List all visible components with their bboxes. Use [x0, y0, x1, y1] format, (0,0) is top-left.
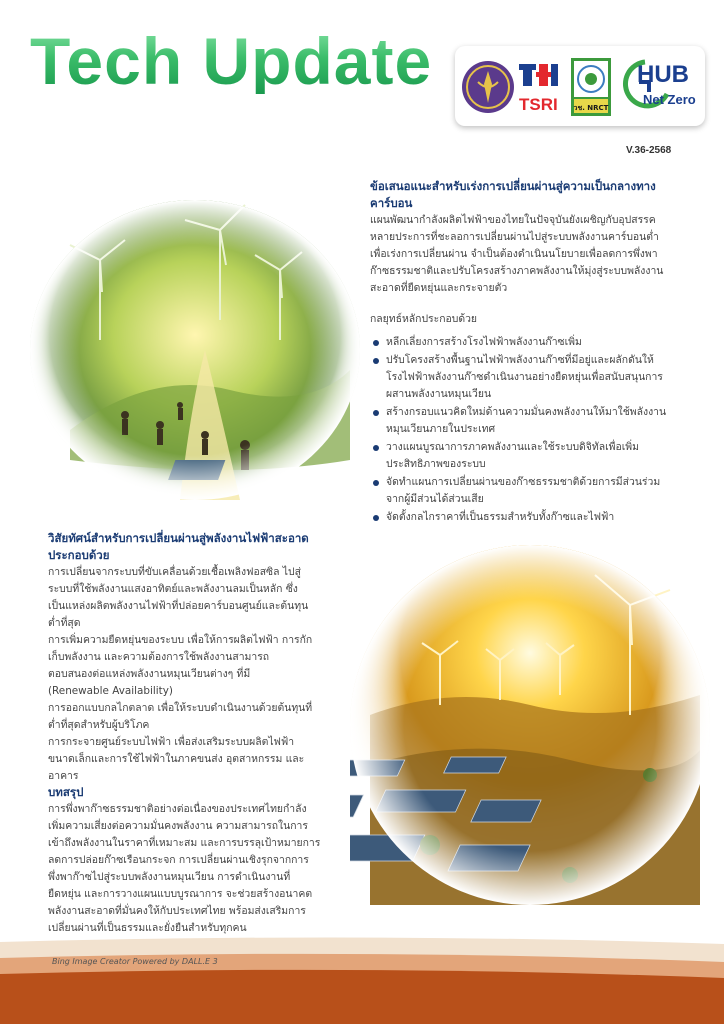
section-heading: ข้อเสนอแนะสำหรับเร่งการเปลี่ยนผ่านสู่ความเป็นกลางทาง คาร์บอน [370, 179, 656, 210]
list-item: หลีกเลี่ยงการสร้างโรงไฟฟ้าพลังงานก๊าซเพิ่ม [370, 334, 700, 351]
image-credit: Bing Image Creator Powered by DALL.E 3 [52, 957, 218, 966]
section-carbon-neutral [370, 178, 700, 527]
intro-paragraph: แผนพัฒนากำลังผลิตไฟฟ้าของไทยในปัจจุบันยังเผชิญกับอุปสรรค หลายประการที่ชะลอการเปลี่ยนผ่านไปสู่ระบบพลังงานคาร์บอนต่ำ เพื่อเร่งการเปลี่ยนผ่าน จำเป็นต้องดำเนินนโยบายเพื่อลดการพึ่งพา ก๊าซธรรมชาติและปรับโครงสร้างภาคพลังงานให้มุ่งสู่ระบบพลังงาน สะอาดที่ยืดหยุ่นและกระจายตัว [370, 214, 664, 294]
illustration-solar-farm-wind-turbines-sunset [350, 545, 710, 905]
net-zero-label: Net Zero [643, 92, 696, 107]
nrct-logo [571, 58, 611, 116]
section-vision [48, 530, 348, 785]
list-item: สร้างกรอบแนวคิดใหม่ด้านความมั่นคงพลังงานให้มาใช้พลังงาน หมุนเวียนภายในประเทศ [370, 404, 700, 438]
section-heading: บทสรุป [48, 785, 84, 799]
list-item: ปรับโครงสร้างพื้นฐานไฟฟ้าพลังงานก๊าซที่มีอยู่และผลักดันให้ โรงไฟฟ้าพลังงานก๊าซดำเนินงานอย่างยืดหยุ่นเพื่อสนับสนุนการ ผสานพลังงานหมุนเวียน [370, 352, 700, 403]
vision-paragraph: การเปลี่ยนจากระบบที่ขับเคลื่อนด้วยเชื้อเพลิงฟอสซิล ไปสู่ ระบบที่ใช้พลังงานแสงอาทิตย์และพลังงานลมเป็นหลัก ซึ่ง เป็นแหล่งผลิตพลังงานไฟฟ้าที่ปล่อยคาร์บอนศูนย์และต้นทุน ต่ำที่สุด การเพิ่มความยืดหยุ่นของระบบ เพื่อให้การผลิตไฟฟ้า การกัก เก็บพลังงาน และความต้องการใช้พลังงานสามารถ ตอบสนองต่อแหล่งพลังงานหมุนเวียนต่างๆ ที่มี (Renewable Availability) การออกแบบกลไกตลาด เพื่อให้ระบบดำเนินงานด้วยต้นทุนที่ ต่ำที่สุดสำหรับผู้บริโภค การกระจายศูนย์ระบบไฟฟ้า เพื่อส่งเสริมระบบผลิตไฟฟ้า ขนาดเล็กและการใช้ไฟฟ้าในภาคขนส่ง อุตสาหกรรม และ อาคาร [48, 566, 313, 782]
list-item: จัดทำแผนการเปลี่ยนผ่านของก๊าซธรรมชาติด้วยการมีส่วนร่วม จากผู้มีส่วนได้ส่วนเสีย [370, 474, 700, 508]
illustration-green-city-wind-turbines [30, 200, 360, 500]
section-heading: วิสัยทัศน์สำหรับการเปลี่ยนผ่านสู่พลังงานไฟฟ้าสะอาด ประกอบด้วย [48, 531, 309, 562]
list-item: วางแผนบูรณาการภาคพลังงานและใช้ระบบดิจิทัลเพื่อเพิ่ม ประสิทธิภาพของระบบ [370, 439, 700, 473]
page-title: Tech Update [30, 24, 433, 98]
list-item: จัดตั้งกลไกราคาที่เป็นธรรมสำหรับทั้งก๊าซและไฟฟ้า [370, 509, 700, 526]
hub-label: HUB [637, 61, 689, 88]
university-seal-icon [461, 60, 515, 114]
conclusion-paragraph: การพึ่งพาก๊าซธรรมชาติอย่างต่อเนื่องของประเทศไทยกำลัง เพิ่มความเสี่ยงต่อความมั่นคงพลังงาน ความสามารถในการ เข้าถึงพลังงานในราคาที่เหมาะสม และการบรรลุเป้าหมายการ ลดการปล่อยก๊าซเรือนกระจก การเปลี่ยนผ่านเชิงรุกจากการ พึ่งพาก๊าซไปสู่ระบบพลังงานหมุนเวียน การดำเนินงานที่ ยืดหยุ่น และการวางแผนแบบบูรณาการ จะช่วยสร้างอนาคต พลังงานสะอาดที่มั่นคงให้กับประเทศไทย พร้อมส่งเสริมการ เปลี่ยนผ่านที่เป็นธรรมและยั่งยืนสำหรับทุกคน [48, 803, 321, 934]
footer-band [0, 930, 724, 1024]
tsri-label: TSRI [519, 95, 558, 114]
partner-logos [455, 46, 705, 126]
strategy-label: กลยุทธ์หลักประกอบด้วย [370, 313, 478, 325]
nrct-label: วช. NRCT [573, 104, 609, 112]
version-label: V.36-2568 [626, 145, 672, 156]
section-conclusion [48, 784, 348, 937]
hub-net-zero-logo [615, 52, 703, 120]
tsri-logo [519, 58, 565, 118]
strategy-list [370, 334, 700, 526]
